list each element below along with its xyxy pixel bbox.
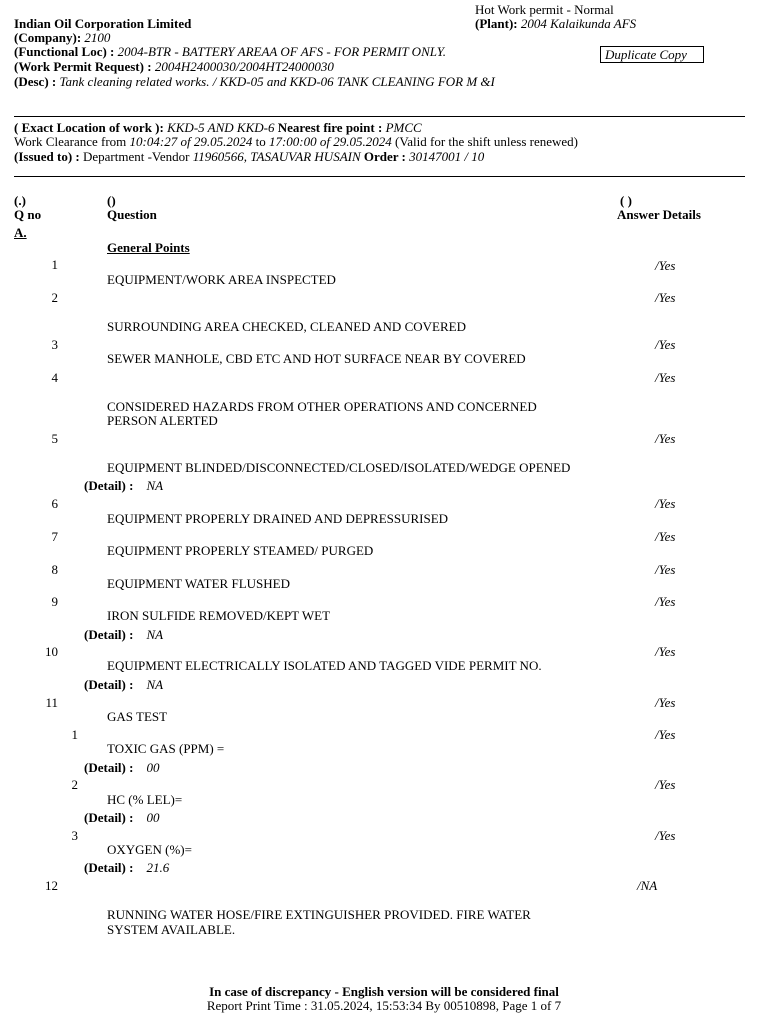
item-question: HC (% LEL)=: [107, 792, 183, 807]
detail-label: (Detail) :: [84, 760, 134, 775]
plant-line: [475, 17, 636, 31]
item-number: 5: [51, 431, 58, 446]
item-number: 8: [51, 562, 58, 577]
detail-label: (Detail) :: [84, 478, 134, 493]
subitem-number: 1: [71, 727, 78, 742]
detail-label: (Detail) :: [84, 810, 134, 825]
detail-value: NA: [146, 627, 164, 642]
detail-row: [84, 678, 163, 692]
detail-value: 00: [146, 760, 160, 775]
fire-point-value: PMCC: [385, 120, 422, 135]
functional-loc: [14, 45, 446, 59]
qno-header-hindi: (.): [14, 193, 26, 208]
item-number: 3: [51, 337, 58, 352]
section-letter: A.: [14, 225, 27, 240]
item-question: EQUIPMENT BLINDED/DISCONNECTED/CLOSED/ISOLATED/WEDGE OPENED: [107, 460, 571, 475]
item-number: 2: [51, 290, 58, 305]
work-clearance: [14, 135, 578, 149]
item-number: 4: [51, 370, 58, 385]
detail-row: [84, 628, 163, 642]
duplicate-copy-stamp: Duplicate Copy: [600, 46, 704, 63]
detail-label: (Detail) :: [84, 677, 134, 692]
item-question: GAS TEST: [107, 709, 168, 724]
description: [14, 75, 495, 89]
item-question: SURROUNDING AREA CHECKED, CLEANED AND COVERED: [107, 319, 466, 334]
item-number: 7: [51, 529, 58, 544]
work-permit-request: [14, 60, 334, 74]
plant-label: (Plant):: [475, 16, 518, 31]
item-number: 6: [51, 496, 58, 511]
item-question: CONSIDERED HAZARDS FROM OTHER OPERATIONS AND CONCERNED: [107, 399, 537, 414]
item-answer: /Yes: [655, 290, 676, 305]
item-question-2: PERSON ALERTED: [107, 413, 218, 428]
issued-to: [14, 150, 484, 164]
question-header: Question: [107, 207, 157, 222]
permit-type: Hot Work permit - Normal: [475, 2, 614, 17]
company-name: Indian Oil Corporation Limited: [14, 16, 192, 31]
item-answer: /Yes: [655, 370, 676, 385]
item-answer: /Yes: [655, 828, 676, 843]
work-permit-label: (Work Permit Request) :: [14, 59, 152, 74]
divider-top: [14, 116, 745, 117]
detail-value: NA: [146, 478, 164, 493]
clearance-note: (Valid for the shift unless renewed): [394, 134, 579, 149]
discrepancy-note: In case of discrepancy - English version will be considered final: [209, 984, 559, 999]
item-answer: /Yes: [655, 644, 676, 659]
detail-row: [84, 861, 169, 875]
order-label: Order :: [363, 149, 406, 164]
item-question: EQUIPMENT PROPERLY DRAINED AND DEPRESSURISED: [107, 511, 449, 526]
item-number: 12: [45, 878, 58, 893]
item-answer: /Yes: [655, 727, 676, 742]
question-header-hindi: (): [107, 193, 116, 208]
item-answer: /NA: [637, 878, 658, 893]
divider-mid: [14, 176, 745, 177]
clearance-to-word: to: [255, 134, 266, 149]
plant-value: 2004 Kalaikunda AFS: [520, 16, 637, 31]
item-question: IRON SULFIDE REMOVED/KEPT WET: [107, 608, 331, 623]
issued-vendor: 11960566, TASAUVAR HUSAIN: [192, 149, 361, 164]
item-question: RUNNING WATER HOSE/FIRE EXTINGUISHER PROVIDED. FIRE WATER: [107, 907, 531, 922]
func-loc-label: (Functional Loc) :: [14, 44, 115, 59]
detail-value: 00: [146, 810, 160, 825]
print-time: Report Print Time : 31.05.2024, 15:53:34 By 00510898, Page 1 of 7: [206, 998, 562, 1013]
answer-header-hindi: ( ): [620, 193, 632, 208]
detail-value: 21.6: [146, 860, 170, 875]
item-answer: /Yes: [655, 431, 676, 446]
issued-label: (Issued to) :: [14, 149, 80, 164]
item-answer: /Yes: [655, 496, 676, 511]
detail-row: [84, 479, 163, 493]
company-line: [14, 31, 110, 45]
exact-location-label: ( Exact Location of work ):: [14, 120, 164, 135]
item-question: EQUIPMENT/WORK AREA INSPECTED: [107, 272, 336, 287]
exact-location: [14, 121, 422, 135]
clearance-from: 10:04:27 of 29.05.2024: [129, 134, 253, 149]
item-number: 10: [45, 644, 58, 659]
desc-label: (Desc) :: [14, 74, 57, 89]
item-number: 9: [51, 594, 58, 609]
func-loc-value: 2004-BTR - BATTERY AREAA OF AFS - FOR PERMIT ONLY.: [117, 44, 446, 59]
clearance-to: 17:00:00 of 29.05.2024: [268, 134, 392, 149]
item-question: SEWER MANHOLE, CBD ETC AND HOT SURFACE NEAR BY COVERED: [107, 351, 526, 366]
item-answer: /Yes: [655, 529, 676, 544]
item-answer: /Yes: [655, 562, 676, 577]
item-number: 1: [51, 257, 58, 272]
item-question: EQUIPMENT ELECTRICALLY ISOLATED AND TAGGED VIDE PERMIT NO.: [107, 658, 542, 673]
item-question: EQUIPMENT WATER FLUSHED: [107, 576, 290, 591]
clearance-prefix: Work Clearance from: [14, 134, 127, 149]
exact-location-value: KKD-5 AND KKD-6: [167, 120, 275, 135]
detail-value: NA: [146, 677, 164, 692]
fire-point-label: Nearest fire point :: [277, 120, 383, 135]
qno-header: Q no: [14, 207, 42, 222]
item-answer: /Yes: [655, 594, 676, 609]
item-question: OXYGEN (%)=: [107, 842, 192, 857]
company-code: 2100: [84, 30, 111, 45]
item-question: TOXIC GAS (PPM) =: [107, 741, 225, 756]
item-answer: /Yes: [655, 337, 676, 352]
work-permit-value: 2004H2400030/2004HT24000030: [154, 59, 334, 74]
detail-row: [84, 811, 159, 825]
detail-label: (Detail) :: [84, 860, 134, 875]
company-label: (Company):: [14, 30, 82, 45]
subitem-number: 2: [71, 777, 78, 792]
item-answer: /Yes: [655, 695, 676, 710]
subitem-number: 3: [71, 828, 78, 843]
item-question: EQUIPMENT PROPERLY STEAMED/ PURGED: [107, 543, 374, 558]
issued-dept: Department -Vendor: [82, 149, 190, 164]
detail-label: (Detail) :: [84, 627, 134, 642]
section-title: General Points: [107, 240, 190, 255]
item-answer: /Yes: [655, 258, 676, 273]
order-value: 30147001 / 10: [409, 149, 485, 164]
detail-row: [84, 761, 159, 775]
item-answer: /Yes: [655, 777, 676, 792]
answer-header: Answer Details: [617, 207, 701, 222]
desc-value: Tank cleaning related works. / KKD-05 and KKD-06 TANK CLEANING FOR M &I: [59, 74, 495, 89]
item-question-2: SYSTEM AVAILABLE.: [107, 922, 236, 937]
item-number: 11: [45, 695, 58, 710]
